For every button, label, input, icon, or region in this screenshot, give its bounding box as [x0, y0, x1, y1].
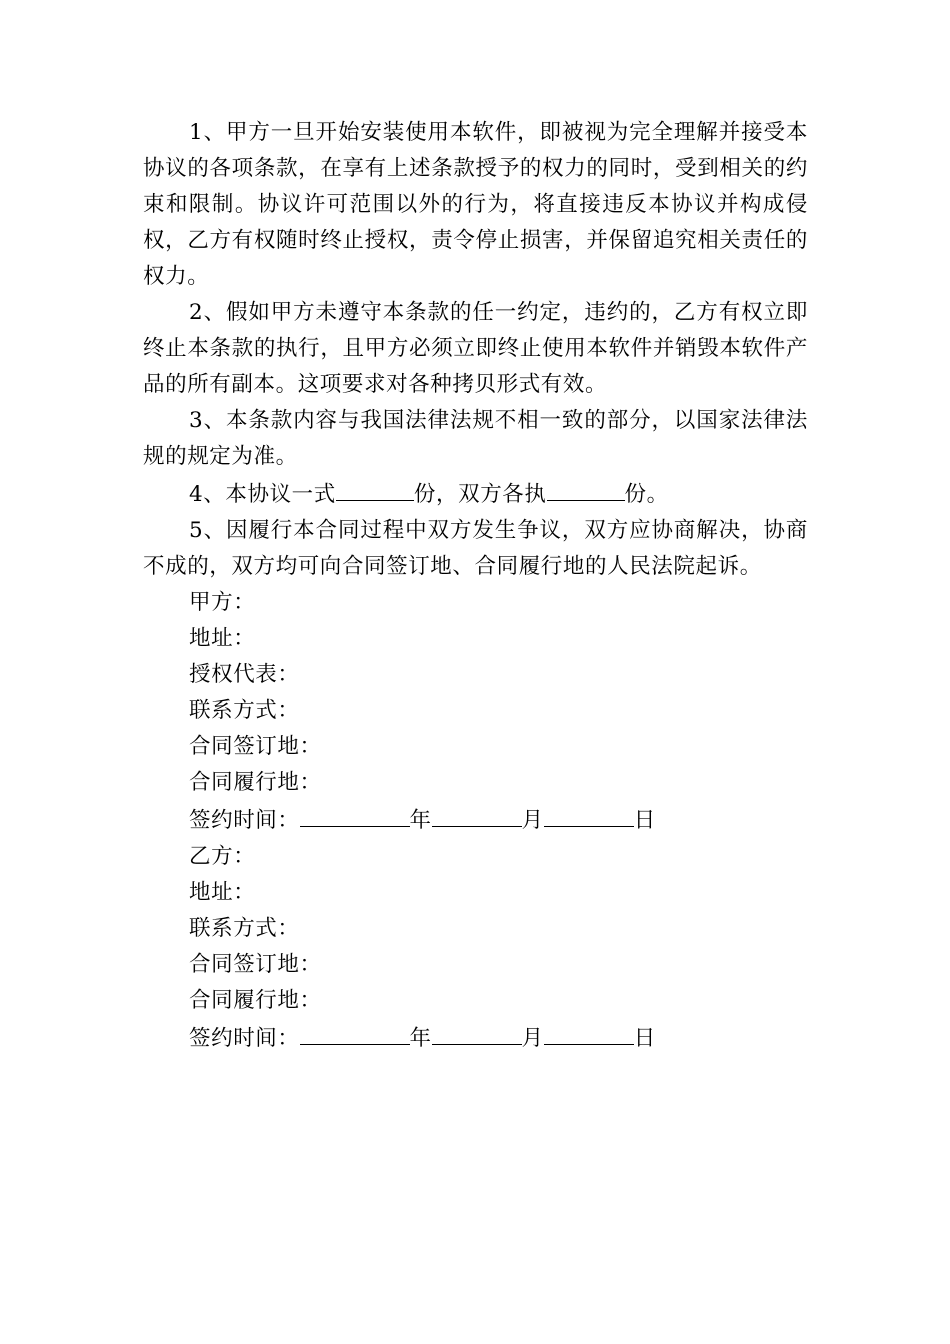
party-a-year-label: 年	[409, 808, 432, 833]
party-b-day-blank	[544, 1019, 634, 1045]
clause-4-prefix: 4、本协议一式	[189, 482, 336, 507]
copies-total-blank	[336, 475, 414, 501]
party-b-year-label: 年	[409, 1026, 432, 1051]
party-b-perform-place: 合同履行地：	[189, 988, 322, 1013]
party-a-day-blank	[544, 801, 634, 827]
party-b-year-blank	[300, 1019, 410, 1045]
party-a-title: 甲方：	[189, 590, 256, 615]
party-a-sign-place: 合同签订地：	[189, 734, 322, 759]
clause-5: 5、因履行本合同过程中双方发生争议，双方应协商解决，协商不成的，双方均可向合同签订地、合同履行地的人民法院起诉。	[143, 518, 808, 579]
party-a-day-label: 日	[633, 808, 656, 833]
party-b-address: 地址：	[189, 880, 256, 905]
party-b-contact: 联系方式：	[189, 916, 300, 941]
party-b-month-blank	[432, 1019, 522, 1045]
agreement-body	[143, 115, 808, 1057]
clause-3: 3、本条款内容与我国法律法规不相一致的部分，以国家法律法规的规定为准。	[143, 408, 808, 469]
copies-each-blank	[547, 475, 625, 501]
party-b-sign-time	[143, 1019, 808, 1057]
party-b-title: 乙方：	[189, 844, 256, 869]
party-a-year-blank	[300, 801, 410, 827]
clause-4	[143, 475, 808, 513]
party-b-month-label: 月	[521, 1026, 544, 1051]
party-b-sign-time-label: 签约时间：	[189, 1026, 300, 1051]
party-a-representative: 授权代表：	[189, 662, 300, 687]
party-a-contact: 联系方式：	[189, 698, 300, 723]
clause-4-suffix: 份。	[624, 482, 669, 507]
party-a-perform-place: 合同履行地：	[189, 770, 322, 795]
clause-4-middle: 份，双方各执	[413, 482, 547, 507]
party-a-section	[143, 585, 808, 839]
party-a-sign-time	[143, 801, 808, 839]
party-a-month-label: 月	[521, 808, 544, 833]
party-a-month-blank	[432, 801, 522, 827]
party-a-address: 地址：	[189, 626, 256, 651]
clause-2: 2、假如甲方未遵守本条款的任一约定，违约的，乙方有权立即终止本条款的执行，且甲方必须立即终止使用本软件并销毁本软件产品的所有副本。这项要求对各种拷贝形式有效。	[143, 300, 808, 397]
party-b-sign-place: 合同签订地：	[189, 952, 322, 977]
party-b-day-label: 日	[633, 1026, 656, 1051]
party-b-section	[143, 839, 808, 1057]
clause-1: 1、甲方一旦开始安装使用本软件，即被视为完全理解并接受本协议的各项条款，在享有上述条款授予的权力的同时，受到相关的约束和限制。协议许可范围以外的行为，将直接违反本协议并构成侵权，乙方有权随时终止授权，责令停止损害，并保留追究相关责任的权力。	[143, 120, 808, 289]
party-a-sign-time-label: 签约时间：	[189, 808, 300, 833]
